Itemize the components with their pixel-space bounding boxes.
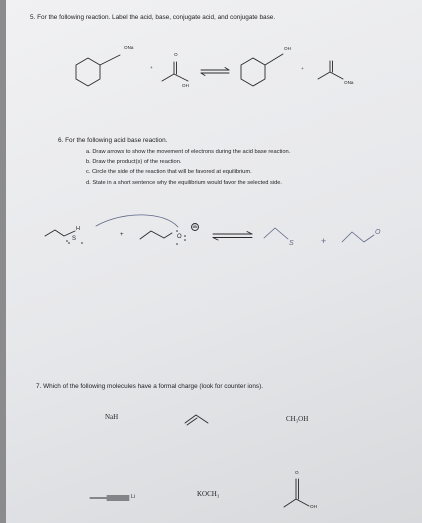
- q6-electron-arrow: [96, 215, 178, 227]
- q6-handwritten-o: O: [375, 229, 381, 236]
- q6-handwritten-s: S: [289, 240, 294, 247]
- q5-cyclohexyl-ona: [76, 55, 120, 86]
- question-6-item-c: c. Circle the side of the reaction that will be favored at equilibrium.: [86, 169, 252, 175]
- question-6-prompt: 6. For the following acid base reaction.: [58, 137, 168, 144]
- q5-label-ona-right: ONa: [344, 80, 354, 85]
- q5-equilibrium-arrows: [201, 68, 229, 76]
- q7-molecule-nah: NaH: [105, 413, 119, 421]
- q6-ethanethiol: [45, 230, 83, 244]
- q6-equilibrium-arrows: [213, 232, 252, 241]
- question-6-item-d: d. State in a short sentence why the equilibrium would favor the selected side.: [86, 180, 283, 186]
- q6-label-plus: +: [120, 232, 124, 238]
- question-7-prompt: 7. Which of the following molecules have a formal charge (look for counter ions).: [36, 383, 263, 390]
- q6-label-sulfur: S: [72, 236, 77, 242]
- q7-alkynyl-lithium: [90, 496, 129, 500]
- q5-label-plus-right: +: [301, 66, 304, 71]
- q7-acetic-acid: [284, 479, 309, 507]
- q6-handwritten-plus: +: [321, 236, 327, 246]
- q7-label-li: Li: [131, 494, 135, 500]
- q7-molecule-ch3oh: CH₃OH: [286, 415, 309, 423]
- q5-label-oh-left: OH: [182, 83, 189, 88]
- q6-label-hydrogen: H: [76, 226, 80, 232]
- q6-product-propanol: [342, 232, 374, 242]
- q5-label-o-left: O: [174, 52, 178, 57]
- question-6-item-a: a. Draw arrows to show the movement of electrons during the acid base reaction.: [86, 149, 291, 155]
- question-6-item-b: b. Draw the product(s) of the reaction.: [86, 159, 182, 165]
- q5-label-ona-left: ONa: [124, 45, 134, 50]
- q6-label-negative-charge: −: [193, 223, 197, 229]
- q7-label-o: O: [295, 470, 299, 475]
- q5-cyclohexanol: [241, 54, 283, 86]
- q7-propene: [185, 415, 208, 425]
- q5-label-oh-right: OH: [284, 46, 291, 51]
- question-5-prompt: 5. For the following reaction. Label the acid, base, conjugate acid, and conjugate base.: [30, 14, 276, 21]
- q6-propoxide: [140, 224, 199, 245]
- q5-sodium-acetate: [318, 61, 343, 79]
- q5-acetic-acid: [162, 62, 188, 81]
- q7-molecule-koch3: KOCH₃: [197, 490, 220, 498]
- q6-label-oxygen: O: [177, 234, 182, 240]
- q6-product-thiolate: [264, 228, 288, 239]
- q5-label-plus-left: +: [150, 65, 153, 70]
- q7-label-oh: OH: [310, 504, 317, 509]
